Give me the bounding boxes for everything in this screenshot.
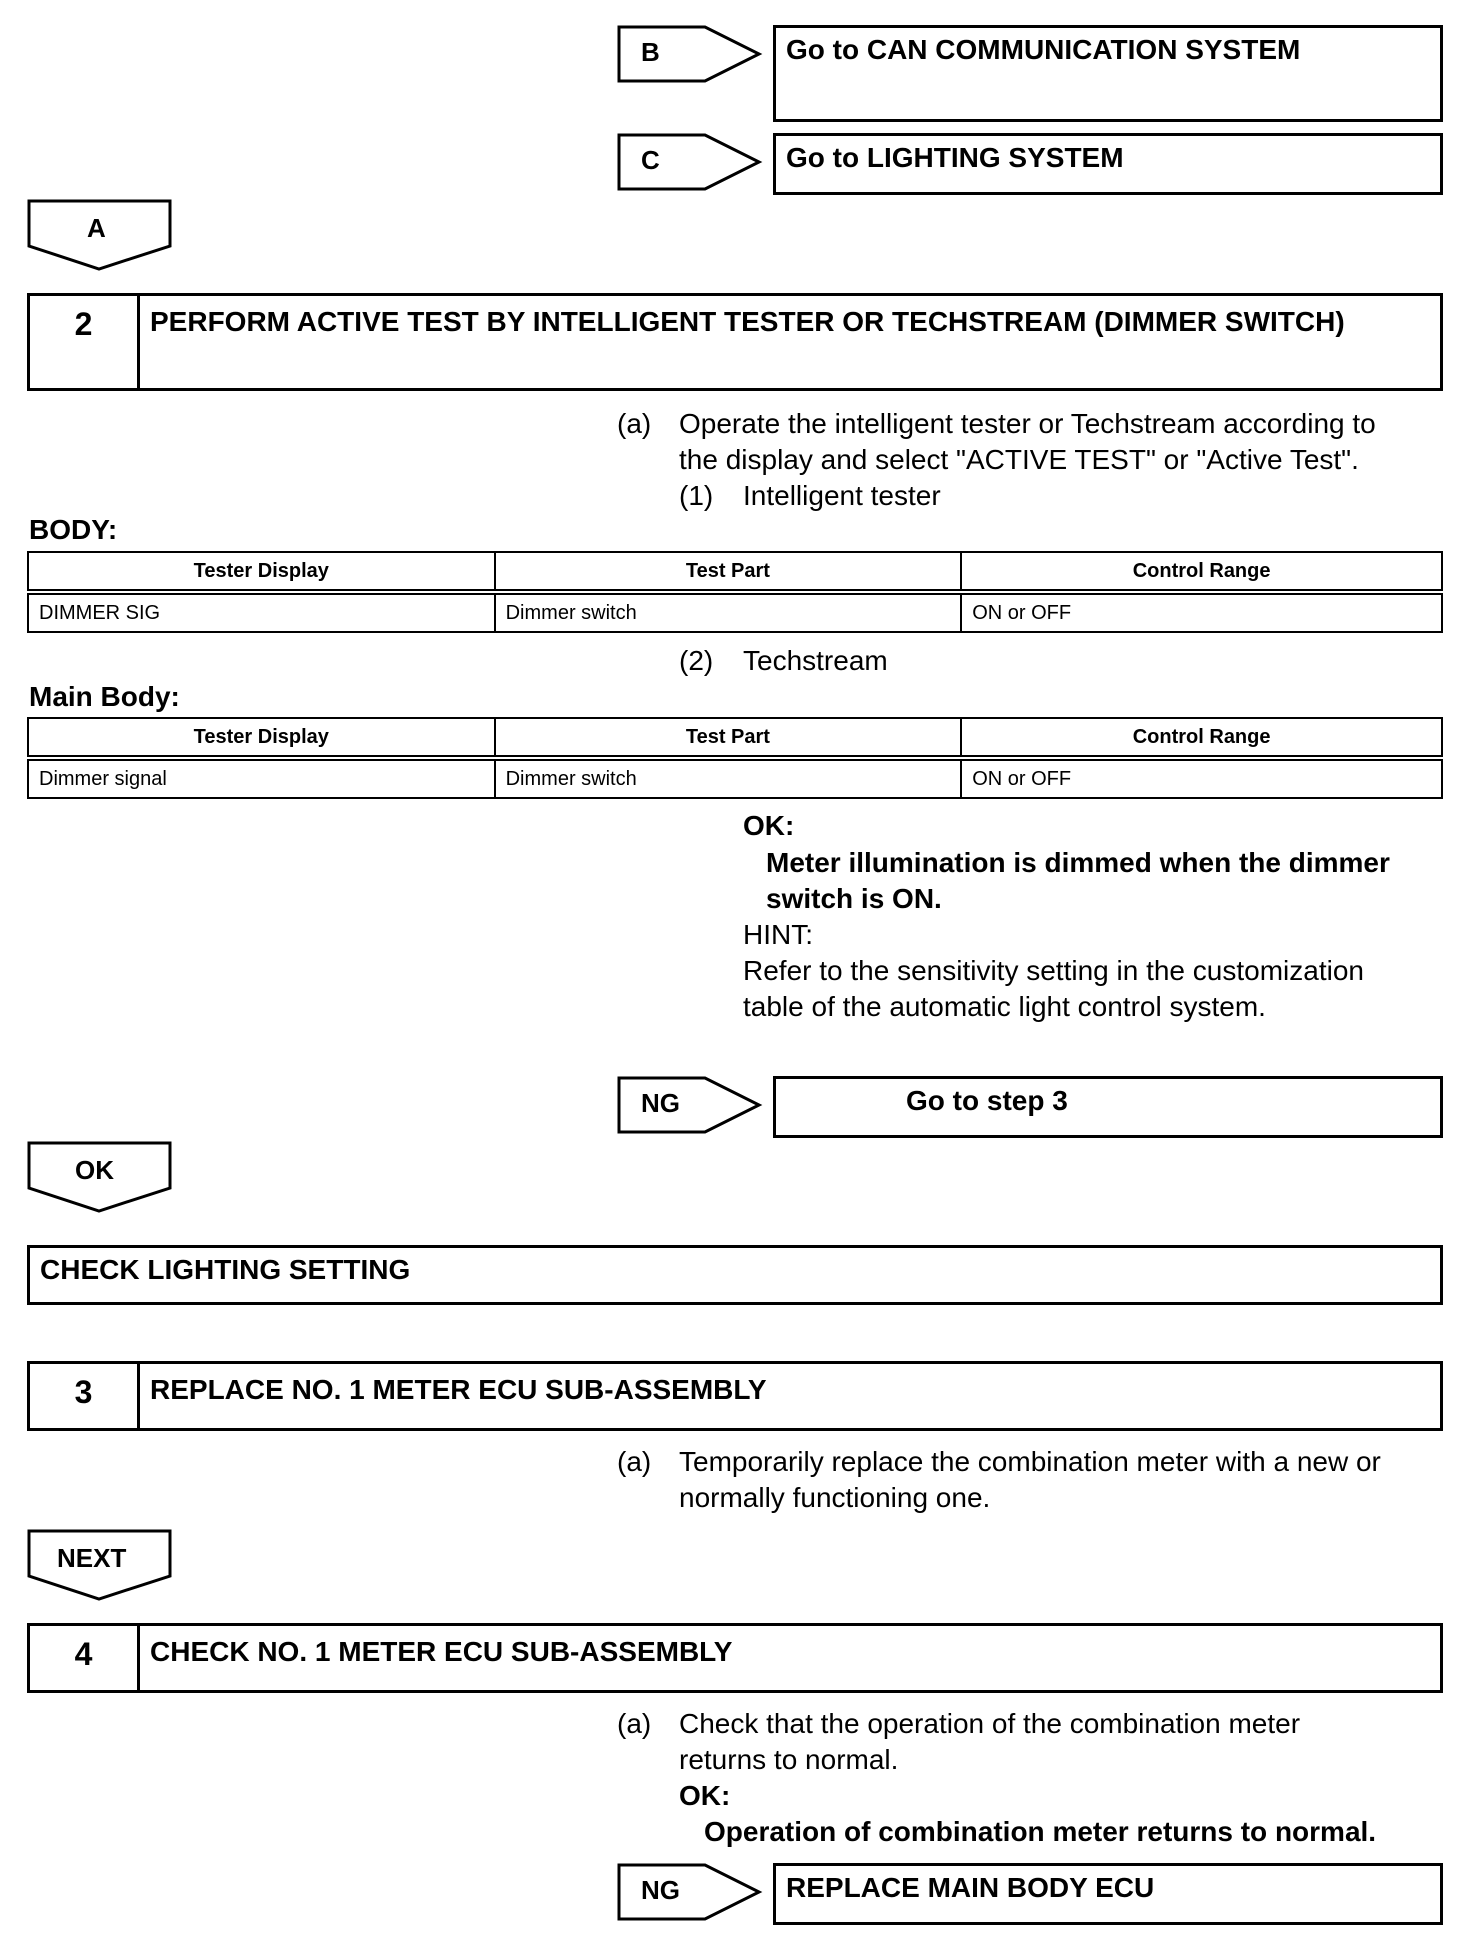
- active-test-table-main-body: [27, 717, 1443, 799]
- right-arrow-tag-icon: [617, 1863, 763, 1921]
- instruction-text: returns to normal.: [679, 1744, 899, 1775]
- branch-tag-ng: [617, 1076, 763, 1134]
- step-number: 4: [30, 1626, 140, 1690]
- hint-text: table of the automatic light control system.: [743, 991, 1266, 1022]
- table-caption: Main Body:: [29, 681, 180, 712]
- table-row: [28, 758, 1442, 798]
- step-title: PERFORM ACTIVE TEST BY INTELLIGENT TESTER OR TECHSTREAM (DIMMER SWITCH): [150, 306, 1345, 337]
- tag-label: NG: [641, 1088, 680, 1118]
- branch-target-replace-ecu: REPLACE MAIN BODY ECU: [773, 1863, 1443, 1925]
- instruction-text: Techstream: [743, 645, 888, 676]
- branch-tag-b: [617, 25, 763, 83]
- step-2-header: [27, 293, 1443, 391]
- ok-criteria: switch is ON.: [766, 883, 942, 914]
- table-cell: ON or OFF: [961, 592, 1442, 632]
- table-cell: ON or OFF: [961, 758, 1442, 798]
- instruction-text: Intelligent tester: [743, 480, 941, 511]
- branch-tag-ng-2: [617, 1863, 763, 1921]
- tag-label: C: [641, 145, 660, 175]
- tag-label: A: [87, 213, 106, 243]
- column-header: Tester Display: [28, 718, 495, 758]
- column-header: Control Range: [961, 718, 1442, 758]
- item-label: (a): [617, 1708, 652, 1739]
- instruction-text: Check that the operation of the combination meter: [679, 1708, 1301, 1739]
- item-label: (2): [679, 645, 714, 676]
- table-cell: DIMMER SIG: [28, 592, 495, 632]
- instruction-text: the display and select "ACTIVE TEST" or "Active Test".: [679, 444, 1359, 475]
- column-header: Control Range: [961, 552, 1442, 592]
- instruction-text: normally functioning one.: [679, 1482, 991, 1513]
- right-arrow-tag-icon: [617, 25, 763, 83]
- hint-label: HINT:: [743, 919, 813, 950]
- branch-tag-c: [617, 133, 763, 191]
- down-tag-next: [27, 1529, 173, 1601]
- column-header: Tester Display: [28, 552, 495, 592]
- branch-target-b: Go to CAN COMMUNICATION SYSTEM: [773, 25, 1443, 122]
- table-caption: BODY:: [29, 514, 118, 545]
- down-tag-ok: [27, 1141, 173, 1213]
- right-arrow-tag-icon: [617, 133, 763, 191]
- item-label: (a): [617, 1446, 652, 1477]
- item-label: (a): [617, 408, 652, 439]
- table-cell: Dimmer switch: [495, 592, 962, 632]
- table-cell: Dimmer signal: [28, 758, 495, 798]
- step-4-header: [27, 1623, 1443, 1693]
- step-title: CHECK NO. 1 METER ECU SUB-ASSEMBLY: [150, 1636, 733, 1667]
- tag-label: NG: [641, 1875, 680, 1905]
- step-title: REPLACE NO. 1 METER ECU SUB-ASSEMBLY: [150, 1374, 767, 1405]
- ok-label: OK:: [679, 1780, 731, 1811]
- ok-criteria: Meter illumination is dimmed when the dimmer: [766, 847, 1390, 878]
- tag-label: OK: [75, 1155, 114, 1185]
- column-header: Test Part: [495, 718, 962, 758]
- ok-label: OK:: [743, 810, 795, 841]
- step-number: 3: [30, 1364, 140, 1428]
- active-test-table-body: [27, 551, 1443, 633]
- step-number: 2: [30, 296, 140, 388]
- down-tag-a: [27, 199, 173, 271]
- instruction-text: Temporarily replace the combination meter with a new or: [679, 1446, 1381, 1477]
- hint-text: Refer to the sensitivity setting in the customization: [743, 955, 1364, 986]
- ok-criteria: Operation of combination meter returns to normal.: [704, 1816, 1377, 1847]
- check-lighting-setting-box: CHECK LIGHTING SETTING: [27, 1245, 1443, 1305]
- branch-target-step3: Go to step 3: [773, 1076, 1443, 1138]
- table-cell: Dimmer switch: [495, 758, 962, 798]
- tag-label: NEXT: [57, 1543, 127, 1573]
- item-label: (1): [679, 480, 714, 511]
- branch-target-c: Go to LIGHTING SYSTEM: [773, 133, 1443, 195]
- column-header: Test Part: [495, 552, 962, 592]
- table-row: [28, 592, 1442, 632]
- instruction-text: Operate the intelligent tester or Techstream according to: [679, 408, 1376, 439]
- step-3-header: [27, 1361, 1443, 1431]
- right-arrow-tag-icon: [617, 1076, 763, 1134]
- tag-label: B: [641, 37, 660, 67]
